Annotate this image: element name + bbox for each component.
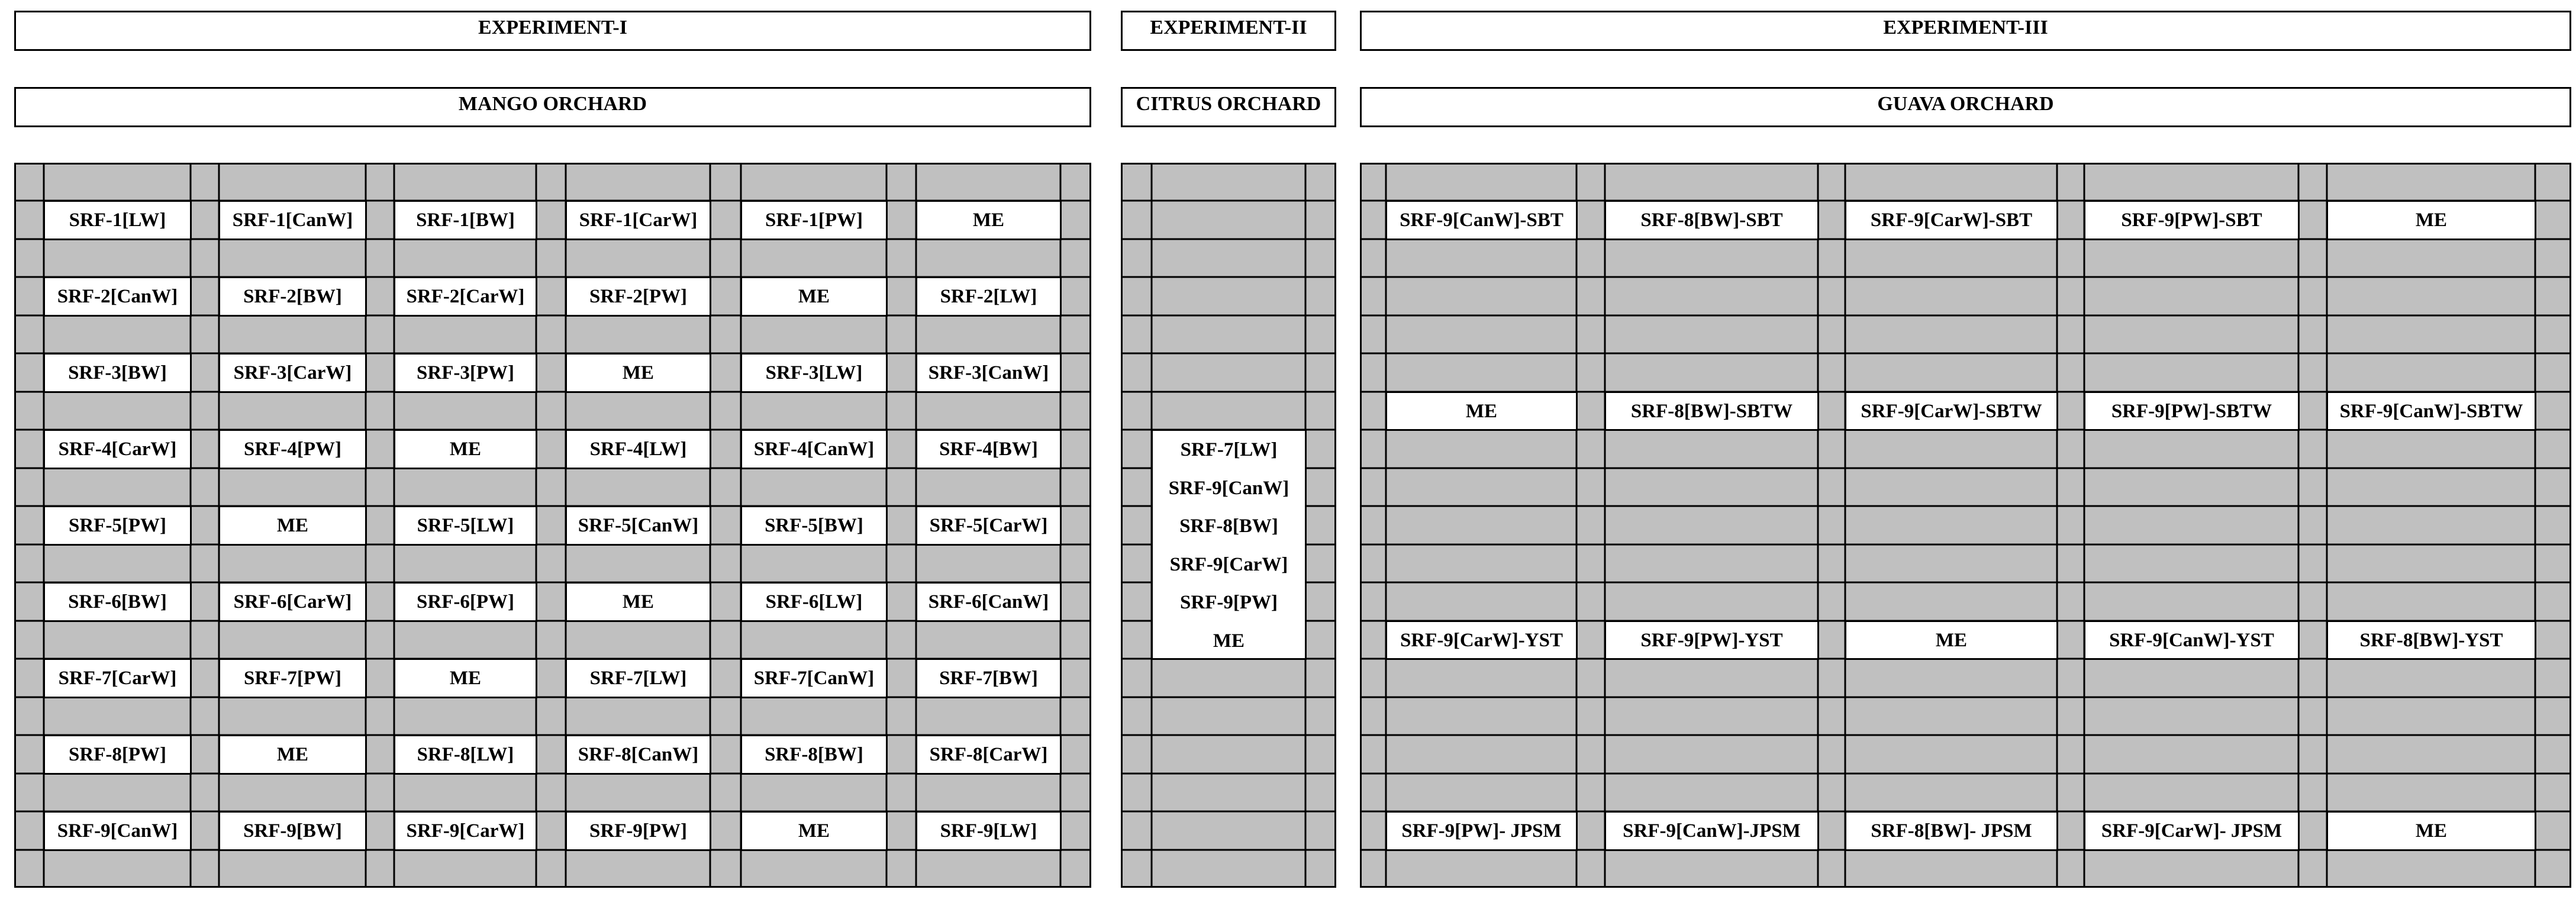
guava-plot-label: SRF-9[CanW]-JPSM <box>1604 811 1819 850</box>
mango-plot-label: SRF-2[CanW] <box>43 276 192 316</box>
mango-plot-label: SRF-1[LW] <box>43 200 192 240</box>
guava-plot-label: SRF-8[BW]-SBT <box>1604 200 1819 240</box>
experiment-2-title: EXPERIMENT-II <box>1121 11 1336 51</box>
guava-plot-label: SRF-8[BW]- JPSM <box>1845 811 2058 850</box>
mango-plot-label: SRF-8[PW] <box>43 734 192 774</box>
mango-plot-label: SRF-6[LW] <box>740 582 888 621</box>
mango-plot-label: SRF-4[PW] <box>218 429 367 469</box>
guava-plot-label: SRF-9[CanW]-YST <box>2084 620 2300 660</box>
citrus-plot-label: ME <box>1213 630 1245 652</box>
mango-plot-label: SRF-2[PW] <box>565 276 711 316</box>
mango-plot-label: SRF-3[LW] <box>740 353 888 392</box>
mango-plot-label: SRF-7[LW] <box>565 658 711 698</box>
mango-plot-label: SRF-3[CarW] <box>218 353 367 392</box>
guava-plot-label: ME <box>2326 200 2536 240</box>
mango-plot-label: SRF-6[BW] <box>43 582 192 621</box>
mango-plot-label: ME <box>740 811 888 850</box>
mango-plot-label: SRF-8[BW] <box>740 734 888 774</box>
mango-plot-label: SRF-5[CarW] <box>915 505 1062 545</box>
mango-plot-label: SRF-8[CarW] <box>915 734 1062 774</box>
mango-plot-label: SRF-3[BW] <box>43 353 192 392</box>
mango-plot-label: SRF-4[LW] <box>565 429 711 469</box>
mango-plot-label: SRF-7[PW] <box>218 658 367 698</box>
citrus-plot-label: SRF-9[PW] <box>1180 592 1278 614</box>
guava-plot-label: SRF-9[CarW]-SBTW <box>1845 391 2058 431</box>
mango-plot-label: SRF-1[CanW] <box>218 200 367 240</box>
mango-plot-label: SRF-4[CarW] <box>43 429 192 469</box>
citrus-plot-label: SRF-7[LW] <box>1180 439 1278 461</box>
mango-plot-label: SRF-6[CanW] <box>915 582 1062 621</box>
mango-plot-label: SRF-3[PW] <box>394 353 537 392</box>
guava-plot-label: SRF-8[BW]-SBTW <box>1604 391 1819 431</box>
mango-plot-label: SRF-4[CanW] <box>740 429 888 469</box>
mango-plot-label: ME <box>394 658 537 698</box>
experiment-3-title: EXPERIMENT-III <box>1360 11 2571 51</box>
guava-field-layout <box>1360 163 2571 888</box>
mango-plot-label: SRF-1[PW] <box>740 200 888 240</box>
guava-plot-label: SRF-9[PW]- JPSM <box>1385 811 1578 850</box>
grid-lines <box>1360 163 2571 888</box>
mango-plot-label: SRF-8[LW] <box>394 734 537 774</box>
guava-plot-label: SRF-9[CarW]-YST <box>1385 620 1578 660</box>
mango-plot-label: ME <box>218 734 367 774</box>
guava-plot-label: ME <box>2326 811 2536 850</box>
guava-plot-label: SRF-9[CarW]- JPSM <box>2084 811 2300 850</box>
guava-plot-label: SRF-9[CanW]-SBTW <box>2326 391 2536 431</box>
citrus-plot-label: SRF-9[CanW] <box>1168 477 1289 499</box>
citrus-orchard-title: CITRUS ORCHARD <box>1121 87 1336 127</box>
mango-plot-label: SRF-5[LW] <box>394 505 537 545</box>
citrus-plot-label: SRF-8[BW] <box>1179 515 1278 537</box>
mango-plot-label: SRF-9[PW] <box>565 811 711 850</box>
mango-plot-label: ME <box>394 429 537 469</box>
mango-plot-label: SRF-2[CarW] <box>394 276 537 316</box>
mango-plot-label: SRF-3[CanW] <box>915 353 1062 392</box>
citrus-plot-list <box>1151 429 1307 660</box>
mango-orchard-title: MANGO ORCHARD <box>14 87 1091 127</box>
guava-plot-label: SRF-9[PW]-SBT <box>2084 200 2300 240</box>
mango-plot-label: SRF-9[BW] <box>218 811 367 850</box>
guava-plot-label: SRF-9[PW]-SBTW <box>2084 391 2300 431</box>
mango-plot-label: ME <box>740 276 888 316</box>
mango-plot-label: SRF-1[BW] <box>394 200 537 240</box>
mango-plot-label: SRF-8[CanW] <box>565 734 711 774</box>
mango-plot-label: ME <box>565 582 711 621</box>
mango-plot-label: SRF-5[CanW] <box>565 505 711 545</box>
mango-plot-label: SRF-5[BW] <box>740 505 888 545</box>
mango-plot-label: SRF-7[CarW] <box>43 658 192 698</box>
mango-plot-label: SRF-4[BW] <box>915 429 1062 469</box>
mango-plot-label: ME <box>218 505 367 545</box>
guava-plot-label: ME <box>1845 620 2058 660</box>
guava-plot-label: SRF-9[CanW]-SBT <box>1385 200 1578 240</box>
guava-plot-label: SRF-9[PW]-YST <box>1604 620 1819 660</box>
citrus-plot-label: SRF-9[CarW] <box>1169 553 1288 575</box>
guava-plot-label: SRF-9[CarW]-SBT <box>1845 200 2058 240</box>
guava-plot-label: SRF-8[BW]-YST <box>2326 620 2536 660</box>
mango-plot-label: SRF-7[BW] <box>915 658 1062 698</box>
mango-plot-label: ME <box>915 200 1062 240</box>
experiment-1-title: EXPERIMENT-I <box>14 11 1091 51</box>
mango-plot-label: SRF-6[CarW] <box>218 582 367 621</box>
mango-plot-label: SRF-7[CanW] <box>740 658 888 698</box>
guava-orchard-title: GUAVA ORCHARD <box>1360 87 2571 127</box>
mango-plot-label: SRF-9[LW] <box>915 811 1062 850</box>
mango-plot-label: SRF-2[BW] <box>218 276 367 316</box>
mango-plot-label: SRF-1[CarW] <box>565 200 711 240</box>
guava-plot-label: ME <box>1385 391 1578 431</box>
mango-plot-label: SRF-5[PW] <box>43 505 192 545</box>
mango-plot-label: ME <box>565 353 711 392</box>
mango-plot-label: SRF-9[CanW] <box>43 811 192 850</box>
mango-plot-label: SRF-9[CarW] <box>394 811 537 850</box>
mango-plot-label: SRF-2[LW] <box>915 276 1062 316</box>
mango-plot-label: SRF-6[PW] <box>394 582 537 621</box>
